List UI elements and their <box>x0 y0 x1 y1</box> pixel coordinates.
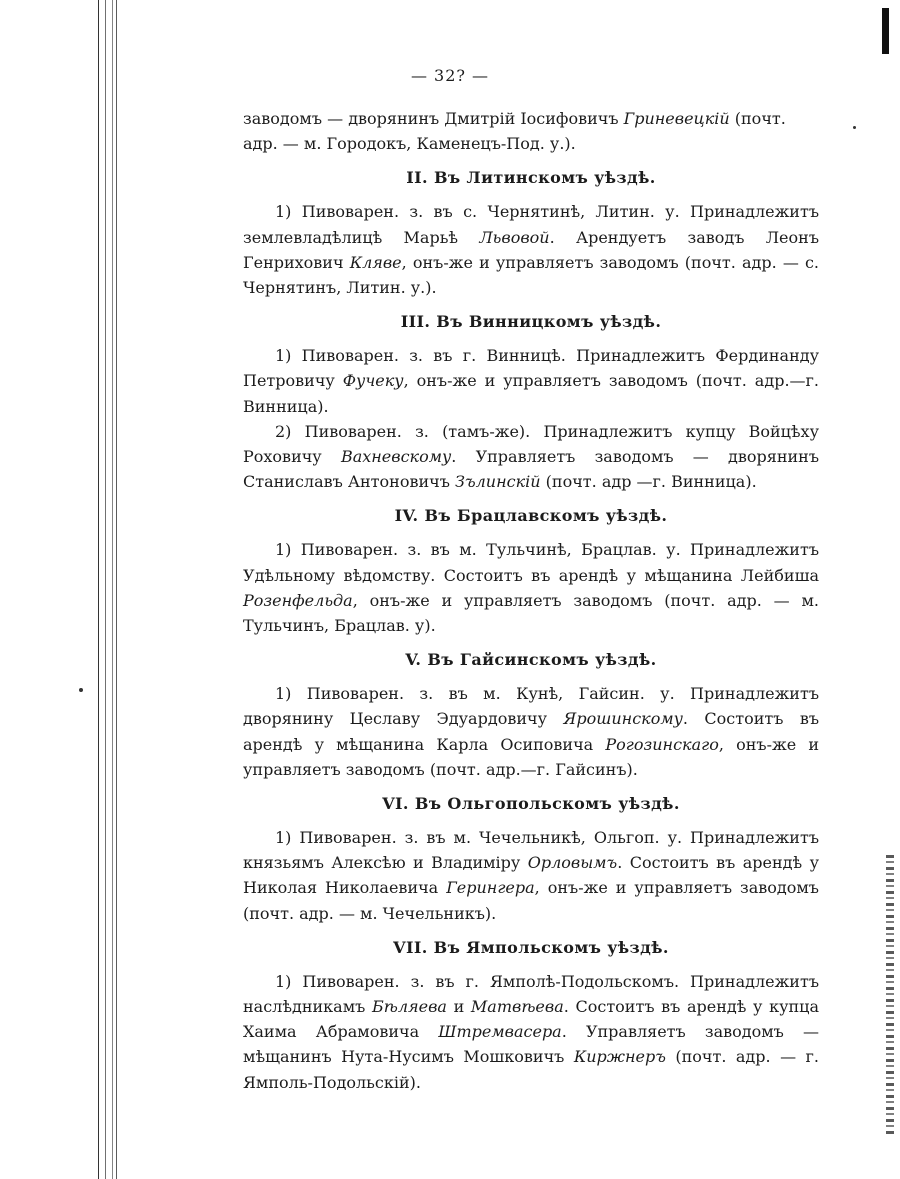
intro-paragraph: заводомъ — дворянинъ Дмитрій Іосифовичъ Гриневецкій (почт. адр. — м. Городокъ, Каменецъ-Под. у.). <box>243 109 786 154</box>
entry-paragraph: 1) Пивоварен. з. въ г. Ямполѣ-Подольскомъ. Принадлежитъ наслѣдникамъ Бѣляева и Матвѣева. Состоитъ въ арендѣ у купца Хаима Абрамовича Штремвасера. Управляетъ заводомъ — мѣщанинъ Нута-Нусимъ Мошковичъ Киржнеръ (почт. адр. — г. Ямполь-Подольскій). <box>243 971 820 1092</box>
scan-speck <box>853 126 856 129</box>
section-heading: VII. Въ Ямпольскомъ уѣздѣ. <box>393 937 669 957</box>
page-number: — 32? — <box>410 66 490 85</box>
entry-paragraph: 1) Пивоварен. з. въ м. Чечельникѣ, Ольгоп. у. Принадлежитъ князьямъ Алексѣю и Владиміру Орловымъ. Состоитъ въ арендѣ у Николая Николаевича Герингера, онъ-же и управляетъ заводомъ (почт. адр. — м. Чечельникъ). <box>243 828 819 923</box>
section-heading: III. Въ Винницкомъ уѣздѣ. <box>400 312 662 332</box>
section-heading: II. Въ Литинскомъ уѣздѣ. <box>406 168 656 188</box>
scan-edge-mark <box>886 855 894 1135</box>
scan-edge-line <box>105 0 106 1179</box>
scan-edge-line <box>112 0 113 1179</box>
scan-edge-line <box>98 0 99 1179</box>
entry-paragraph: 1) Пивоварен. з. въ м. Тульчинѣ, Брацлав. у. Принадлежитъ Удѣльному вѣдомству. Состоитъ въ арендѣ у мѣщанина Лейбиша Розенфельда, онъ-же и управляетъ заводомъ (почт. адр. — м. Тульчинъ, Брацлав. у). <box>243 540 819 636</box>
entry-paragraph: 1) Пивоварен. з. въ г. Винницѣ. Принадлежитъ Фердинанду Петровичу Фучеку, онъ-же и управляетъ заводомъ (почт. адр.—г. Винница). <box>243 346 819 416</box>
page-body <box>243 106 819 1095</box>
scan-edge-mark <box>882 8 889 54</box>
entry-paragraph: 1) Пивоварен. з. въ м. Кунѣ, Гайсин. у. Принадлежитъ дворянину Цеславу Эдуардовичу Ярошинскому. Состоитъ въ арендѣ у мѣщанина Карла Осиповича Рогозинскаго, онъ-же и управляетъ заводомъ (почт. адр.—г. Гайсинъ). <box>243 684 820 779</box>
section-heading: V. Въ Гайсинскомъ уѣздѣ. <box>405 650 657 670</box>
scan-edge-line <box>116 0 117 1179</box>
entry-paragraph: 2) Пивоварен. з. (тамъ-же). Принадлежитъ купцу Войцѣху Роховичу Вахневскому. Управляетъ заводомъ — дворянинъ Станиславъ Антоновичъ Зълинскій (почт. адр —г. Винница). <box>243 421 819 492</box>
section-heading: VI. Въ Ольгопольскомъ уѣздѣ. <box>382 794 680 814</box>
section-heading: IV. Въ Брацлавскомъ уѣздѣ. <box>394 506 668 526</box>
scan-speck <box>79 688 83 692</box>
entry-paragraph: 1) Пивоварен. з. въ с. Чернятинѣ, Литин. у. Принадлежитъ землевладѣлицѣ Марьѣ Львовой. Арендуетъ заводъ Леонъ Генрихович Кляве, онъ-же и управляетъ заводомъ (почт. адр. — с. Чернятинъ, Литин. у.). <box>243 202 820 298</box>
